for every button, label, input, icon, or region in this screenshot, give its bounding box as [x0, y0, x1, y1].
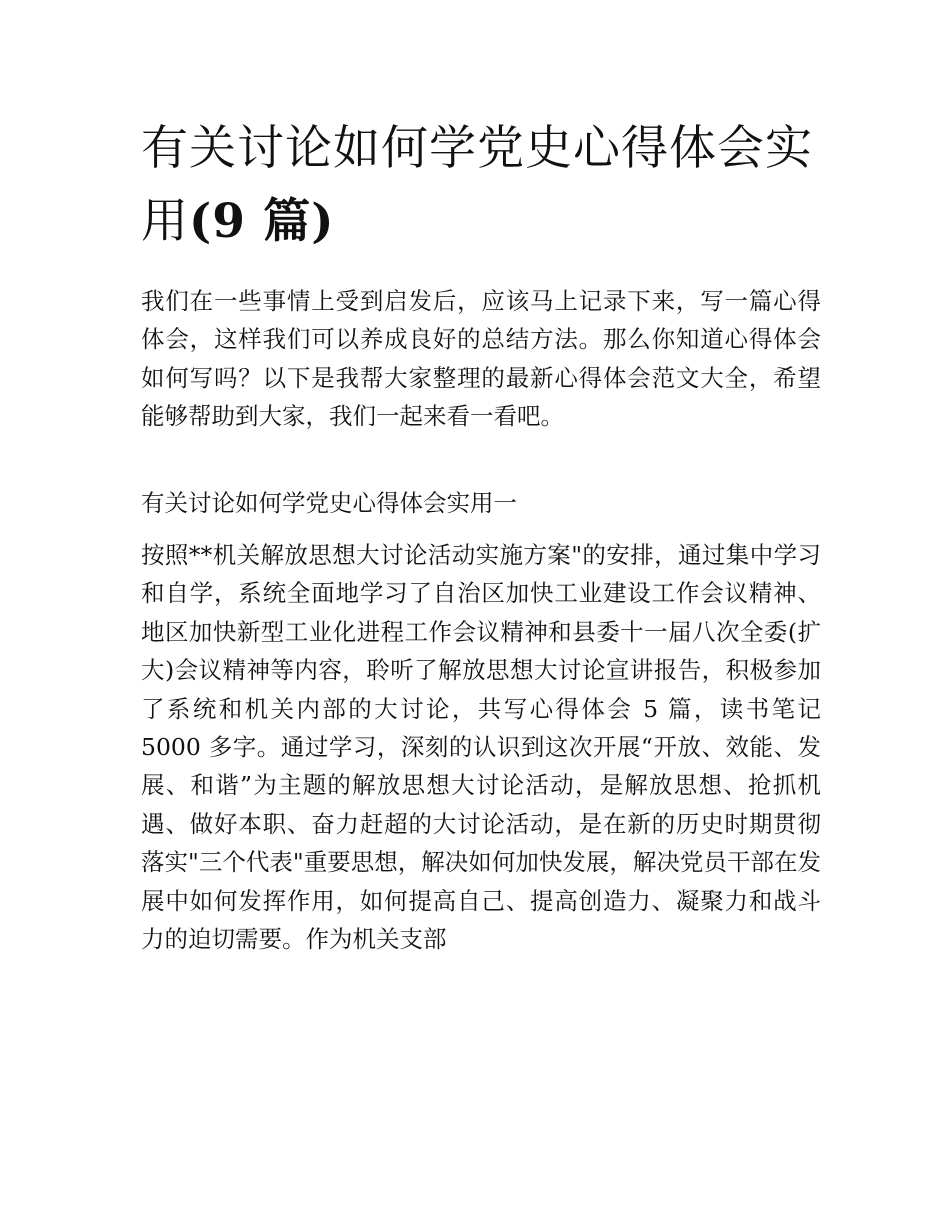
intro-paragraph: 我们在一些事情上受到启发后，应该马上记录下来，写一篇心得体会，这样我们可以养成良好的总结方法。那么你知道心得体会如何写吗？以下是我帮大家整理的最新心得体会范文大全，希望能够帮助到大家，我们一起来看一看吧。 — [141, 287, 821, 431]
section-heading: 有关讨论如何学党史心得体会实用一 — [141, 489, 517, 517]
document-title-main: 有关讨论如何学党史心得体会实用 — [141, 121, 813, 249]
document-title — [141, 112, 821, 258]
section-body-paragraph: 按照**机关解放思想大讨论活动实施方案"的安排，通过集中学习和自学，系统全面地学习了自治区加快工业建设工作会议精神、地区加快新型工业化进程工作会议精神和县委十一届八次全委(扩大)会议精神等内容，聆听了解放思想大讨论宣讲报告，积极参加了系统和机关内部的大讨论，共写心得体会 5 篇，读书笔记 5000 多字。通过学习，深刻的认识到这次开展“开放、效能、发展、和谐”为主题的解放思想大讨论活动，是解放思想、抢抓机遇、做好本职、奋力赶超的大讨论活动，是在新的历史时期贯彻落实"三个代表"重要思想，解决如何加快发展，解决党员干部在发展中如何发挥作用，如何提高自己、提高创造力、凝聚力和战斗力的迫切需要。作为机关支部 — [141, 541, 821, 954]
document-title-suffix: (9 篇) — [189, 194, 335, 249]
